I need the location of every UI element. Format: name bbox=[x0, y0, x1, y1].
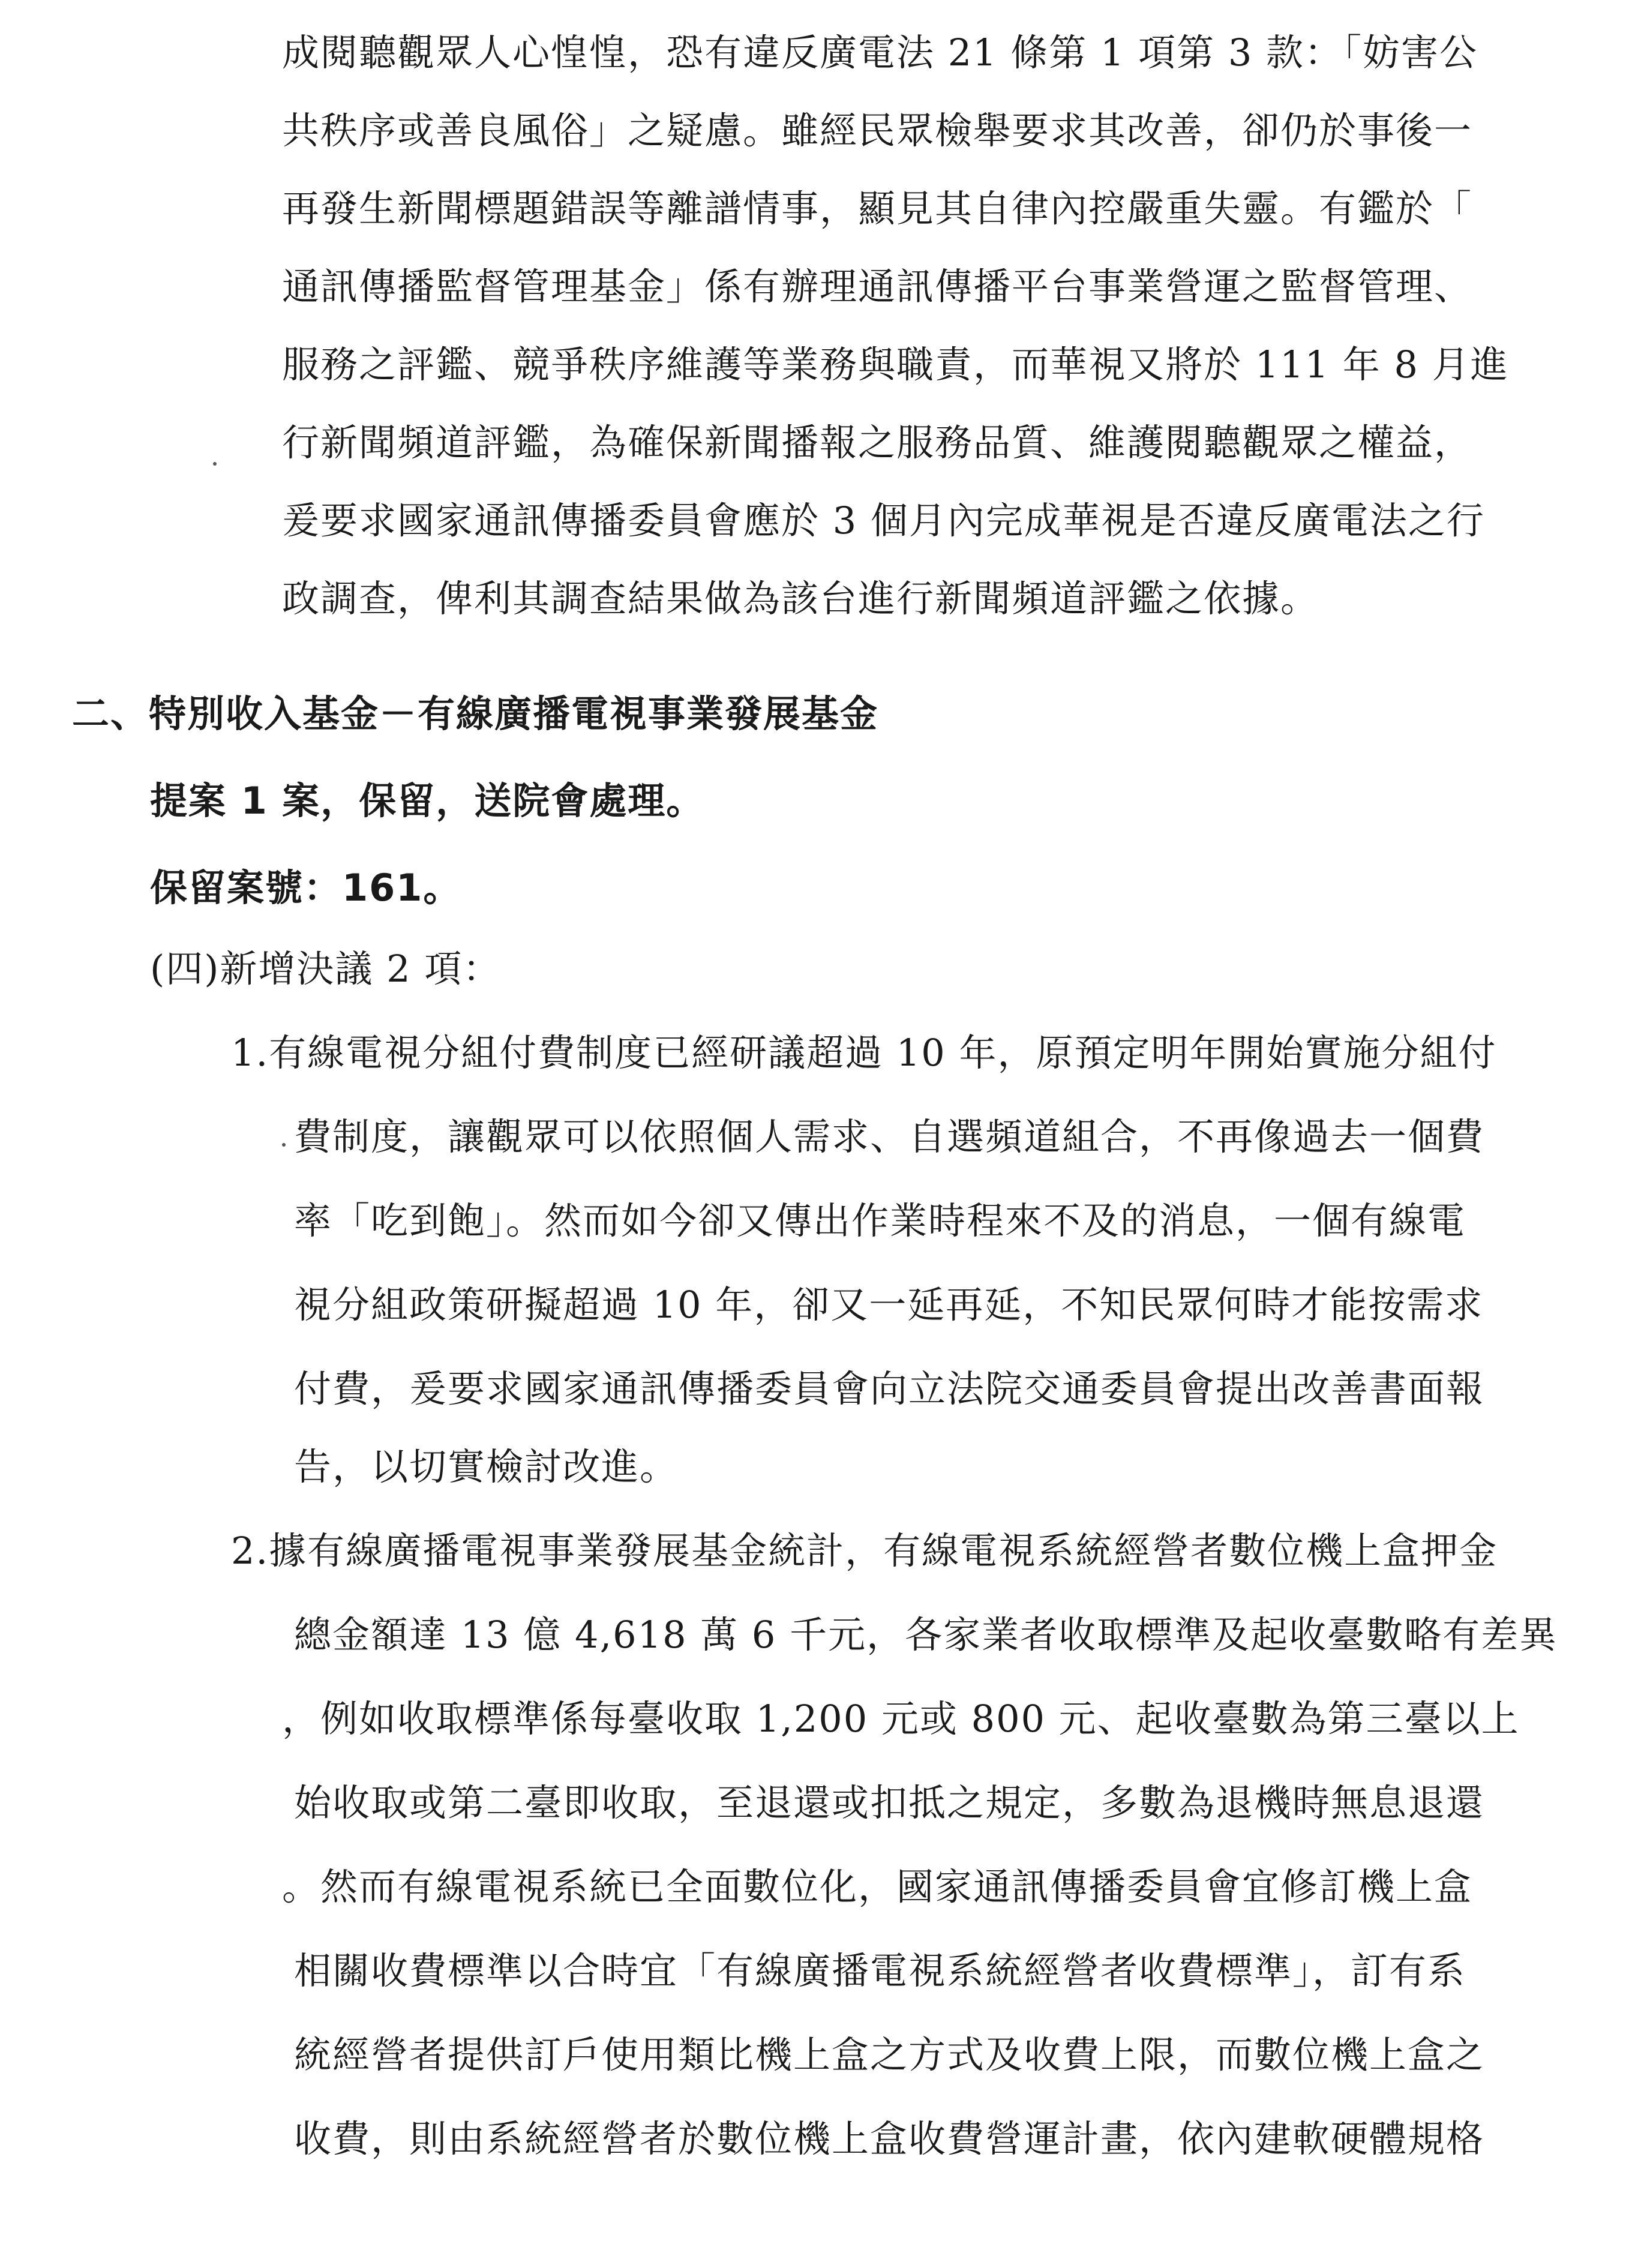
scan-speck bbox=[282, 1143, 286, 1147]
paragraph-line: 共秩序或善良風俗」之疑慮。雖經民眾檢舉要求其改善，卻仍於事後一 bbox=[282, 109, 1473, 152]
item2-line: 。然而有線電視系統已全面數位化，國家通訊傳播委員會宜修訂機上盒 bbox=[282, 1865, 1473, 1909]
scan-speck bbox=[213, 462, 217, 466]
item2-line: 收費，則由系統經營者於數位機上盒收費營運計畫，依內建軟硬體規格 bbox=[294, 2117, 1485, 2161]
item1-line: 付費，爰要求國家通訊傳播委員會向立法院交通委員會提出改善書面報 bbox=[294, 1367, 1485, 1411]
item2-line: 相關收費標準以合時宜「有線廣播電視系統經營者收費標準」，訂有系 bbox=[294, 1949, 1466, 1993]
item1-line: 告，以切實檢討改進。 bbox=[294, 1445, 679, 1489]
paragraph-line: 行新聞頻道評鑑，為確保新聞播報之服務品質、維護閱聽觀眾之權益， bbox=[282, 421, 1473, 464]
paragraph-line: 服務之評鑑、競爭秩序維護等業務與職責，而華視又將於 111 年 8 月進 bbox=[282, 343, 1509, 386]
item1-line: 費制度，讓觀眾可以依照個人需求、自選頻道組合，不再像過去一個費 bbox=[294, 1115, 1485, 1159]
item1-line: 視分組政策研擬超過 10 年，卻又一延再延，不知民眾何時才能按需求 bbox=[294, 1283, 1484, 1327]
paragraph-line: 成閱聽觀眾人心惶惶，恐有違反廣電法 21 條第 1 項第 3 款：「妨害公 bbox=[282, 31, 1478, 74]
reserved-case-number: 保留案號：161。 bbox=[150, 866, 462, 910]
paragraph-line: 爰要求國家通訊傳播委員會應於 3 個月內完成華視是否違反廣電法之行 bbox=[282, 499, 1485, 542]
proposal-text: 提案 1 案，保留，送院會處理。 bbox=[150, 779, 705, 823]
section-heading: 二、特別收入基金－有線廣播電視事業發展基金 bbox=[72, 692, 879, 736]
item2-line: ，例如收取標準係每臺收取 1,200 元或 800 元、起收臺數為第三臺以上 bbox=[282, 1697, 1520, 1741]
item2-line: 2.據有線廣播電視事業發展基金統計，有線電視系統經營者數位機上盒押金 bbox=[231, 1529, 1498, 1573]
paragraph-line: 通訊傳播監督管理基金」係有辦理通訊傳播平台事業營運之監督管理、 bbox=[282, 265, 1473, 308]
item1-line: 1.有線電視分組付費制度已經研議超過 10 年，原預定明年開始實施分組付 bbox=[231, 1031, 1497, 1075]
item2-line: 統經營者提供訂戶使用類比機上盒之方式及收費上限，而數位機上盒之 bbox=[294, 2033, 1485, 2077]
paragraph-line: 政調查，俾利其調查結果做為該台進行新聞頻道評鑑之依據。 bbox=[282, 577, 1319, 620]
item2-line: 始收取或第二臺即收取，至退還或扣抵之規定，多數為退機時無息退還 bbox=[294, 1781, 1485, 1825]
item2-line: 總金額達 13 億 4,618 萬 6 千元，各家業者收取標準及起收臺數略有差異 bbox=[294, 1613, 1558, 1657]
subheading-new-resolutions: (四)新增決議 2 項： bbox=[150, 947, 502, 991]
paragraph-line: 再發生新聞標題錯誤等離譜情事，顯見其自律內控嚴重失靈。有鑑於「 bbox=[282, 187, 1473, 230]
item1-line: 率「吃到飽」。然而如今卻又傳出作業時程來不及的消息，一個有線電 bbox=[294, 1199, 1466, 1243]
